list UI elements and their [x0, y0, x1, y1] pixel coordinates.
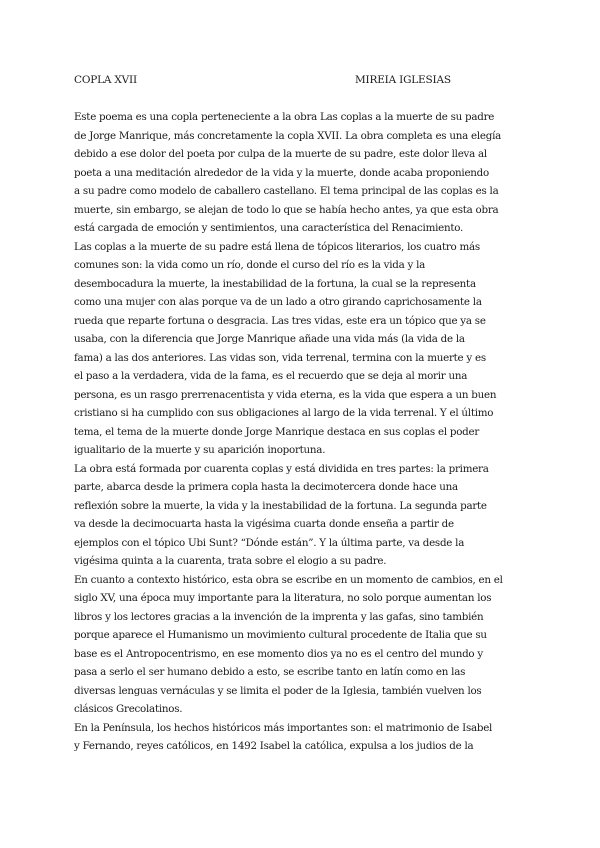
text-line: La obra está formada por cuarenta coplas y está dividida en tres partes: la primera: [74, 462, 489, 475]
text-line: a su padre como modelo de caballero castellano. El tema principal de las coplas es la: [74, 185, 499, 197]
text-line: el paso a la verdadera, vida de la fama, es el recuerdo que se deja al morir una: [74, 370, 468, 382]
text-line: parte, abarca desde la primera copla hasta la decimotercera donde hace una: [74, 481, 458, 493]
paragraph: [74, 238, 544, 460]
text-line: reflexión sobre la muerte, la vida y la inestabilidad de la fortuna. La segunda parte: [74, 499, 487, 512]
text-line: desembocadura la muerte, la inestabilidad de la fortuna, la cual se la representa: [74, 277, 476, 290]
text-line: siglo XV, una época muy importante para la literatura, no solo porque aumentan los: [74, 592, 492, 604]
paragraph: [74, 719, 544, 756]
text-line: igualitario de la muerte y su aparición inoportuna.: [74, 444, 326, 456]
text-line: como una mujer con alas porque va de un lado a otro girando caprichosamente la: [74, 296, 482, 308]
text-line: rueda que reparte fortuna o desgracia. Las tres vidas, este era un tópico que ya se: [74, 314, 486, 327]
text-line: comunes son: la vida como un río, donde el curso del río es la vida y la: [74, 259, 426, 271]
text-line: En cuanto a contexto histórico, esta obra se escribe en un momento de cambios, en el: [74, 573, 503, 586]
text-line: libros y los lectores gracias a la invención de la imprenta y las gafas, sino también: [74, 610, 484, 623]
text-line: debido a ese dolor del poeta por culpa de la muerte de su padre, este dolor lleva al: [74, 148, 487, 160]
text-line: pasa a serlo el ser humano debido a esto, se escribe tanto en latín como en las: [74, 666, 466, 678]
paragraph: [74, 108, 544, 238]
text-line: persona, es un rasgo prerrenacentista y vida eterna, es la vida que espera a un buen: [74, 388, 497, 401]
text-line: clásicos Grecolatinos.: [74, 703, 183, 715]
text-line: muerte, sin embargo, se alejan de todo lo que se había hecho antes, ya que esta obra: [74, 203, 499, 216]
text-line: de Jorge Manrique, más concretamente la copla XVII. La obra completa es una elegía: [74, 129, 502, 142]
text-line: base es el Antropocentrismo, en ese momento dios ya no es el centro del mundo y: [74, 647, 483, 660]
text-line: poeta a una meditación alrededor de la vida y la muerte, donde acaba proponiendo: [74, 166, 489, 179]
text-line: tema, el tema de la muerte donde Jorge Manrique destaca en sus coplas el poder: [74, 425, 480, 438]
text-line: porque aparece el Humanismo un movimiento cultural procedente de Italia que su: [74, 629, 487, 641]
text-line: vigésima quinta a la cuarenta, trata sobre el elogio a su padre.: [74, 555, 387, 567]
document-title: COPLA XVII: [74, 74, 137, 86]
text-line: Este poema es una copla perteneciente a la obra Las coplas a la muerte de su padre: [74, 111, 495, 123]
text-line: diversas lenguas vernáculas y se limita el poder de la Iglesia, también vuelven los: [74, 684, 482, 697]
author-name: MIREIA IGLESIAS: [355, 74, 451, 86]
text-line: ejemplos con el tópico Ubi Sunt? “Dónde están”. Y la última parte, va desde la: [74, 536, 465, 549]
text-line: y Fernando, reyes católicos, en 1492 Isabel la católica, expulsa a los judios de la: [74, 740, 474, 752]
text-line: está cargada de emoción y sentimientos, una característica del Renacimiento.: [74, 222, 464, 234]
text-line: usaba, con la diferencia que Jorge Manrique añade una vida más (la vida de la: [74, 333, 465, 345]
document-body: [74, 108, 544, 756]
paragraph: [74, 571, 544, 719]
text-line: En la Península, los hechos históricos más importantes son: el matrimonio de Isabel: [74, 721, 493, 734]
paragraph: [74, 460, 544, 571]
text-line: va desde la decimocuarta hasta la vigésima cuarta donde enseña a partir de: [74, 518, 454, 530]
text-line: fama) a las dos anteriores. Las vidas son, vida terrenal, termina con la muerte y es: [74, 351, 486, 364]
text-line: cristiano si ha cumplido con sus obligaciones al largo de la vida terrenal. Y el último: [74, 407, 494, 419]
text-line: Las coplas a la muerte de su padre está llena de tópicos literarios, los cuatro más: [74, 240, 480, 253]
